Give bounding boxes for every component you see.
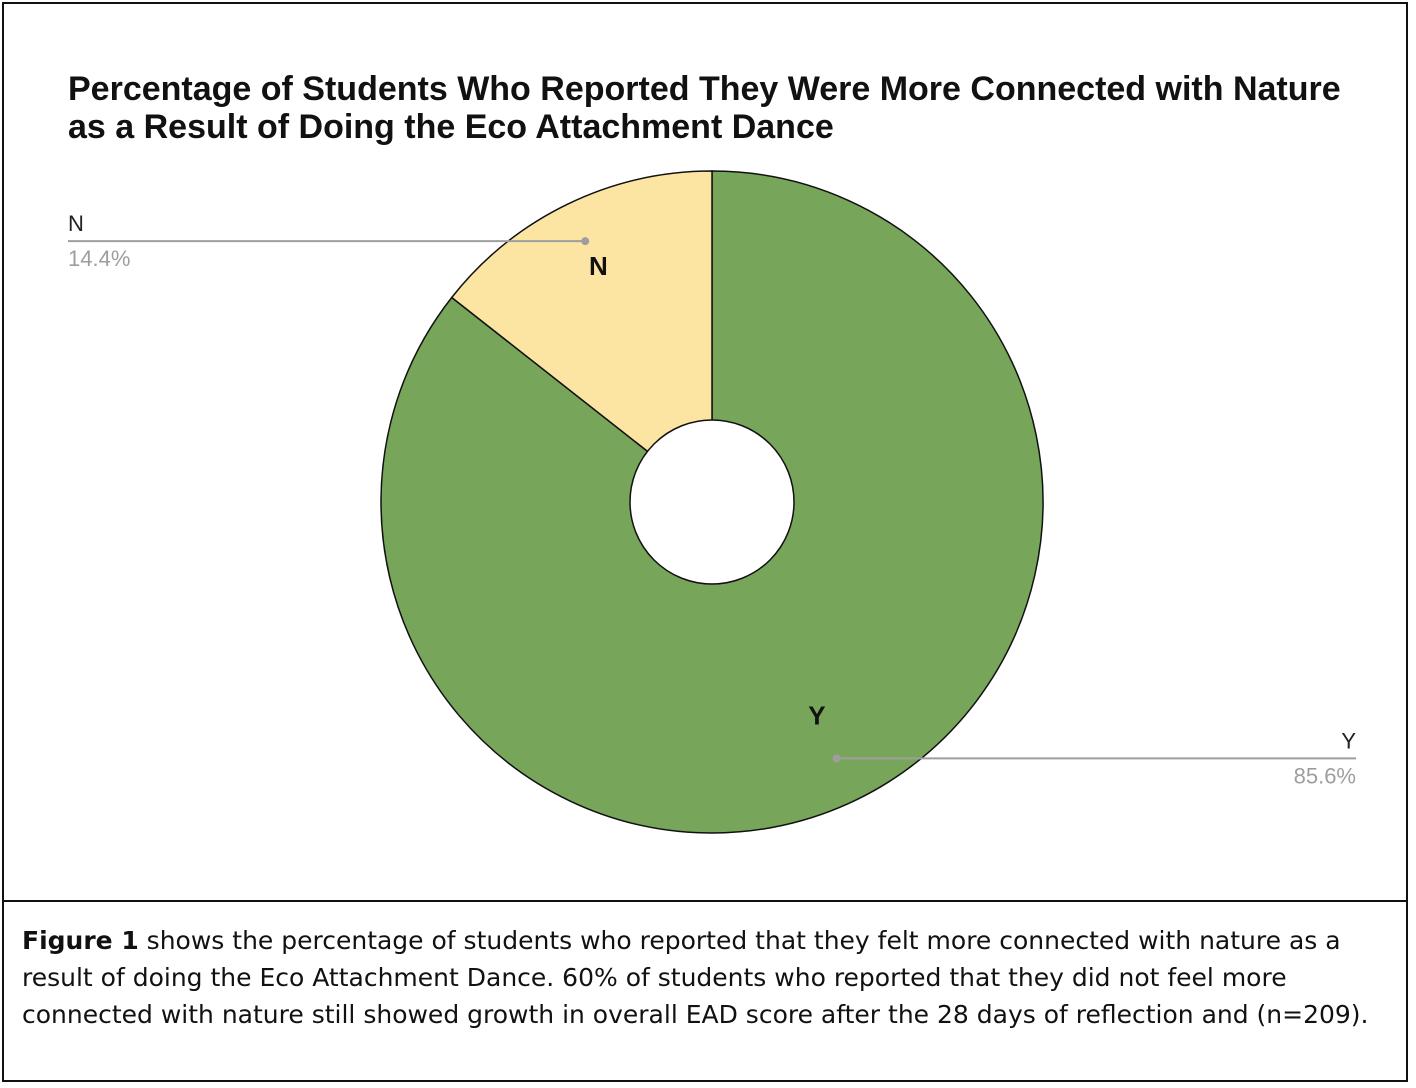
callout-value-n: 14.4% [68, 246, 131, 272]
callout-dot-n [581, 237, 589, 245]
caption-text: shows the percentage of students who reported that they felt more connected with nature as a result of doing the Eco Attachment Dance. 60% of students who reported that they did not feel more connected with nature still showed growth in overall EAD score after the 28 days of reflection and (n=209). [22, 926, 1369, 1029]
donut-hole [630, 420, 794, 584]
figure-caption [22, 922, 1396, 1033]
callout-dot-y [833, 754, 841, 762]
figure-frame [2, 2, 1408, 1082]
callout-value-y: 85.6% [1293, 763, 1356, 789]
slice-label-n: N [588, 251, 608, 282]
caption-lead: Figure 1 [22, 926, 139, 955]
callout-label-y: Y [1341, 728, 1356, 754]
callout-label-n: N [68, 211, 84, 237]
slice-label-y: Y [808, 700, 826, 731]
chart-title: Percentage of Students Who Reported They Were More Connected with Nature as a Result of Doing the Eco Attachment Dance [68, 70, 1341, 146]
chart-panel [4, 4, 1406, 902]
donut-chart [4, 4, 1406, 900]
